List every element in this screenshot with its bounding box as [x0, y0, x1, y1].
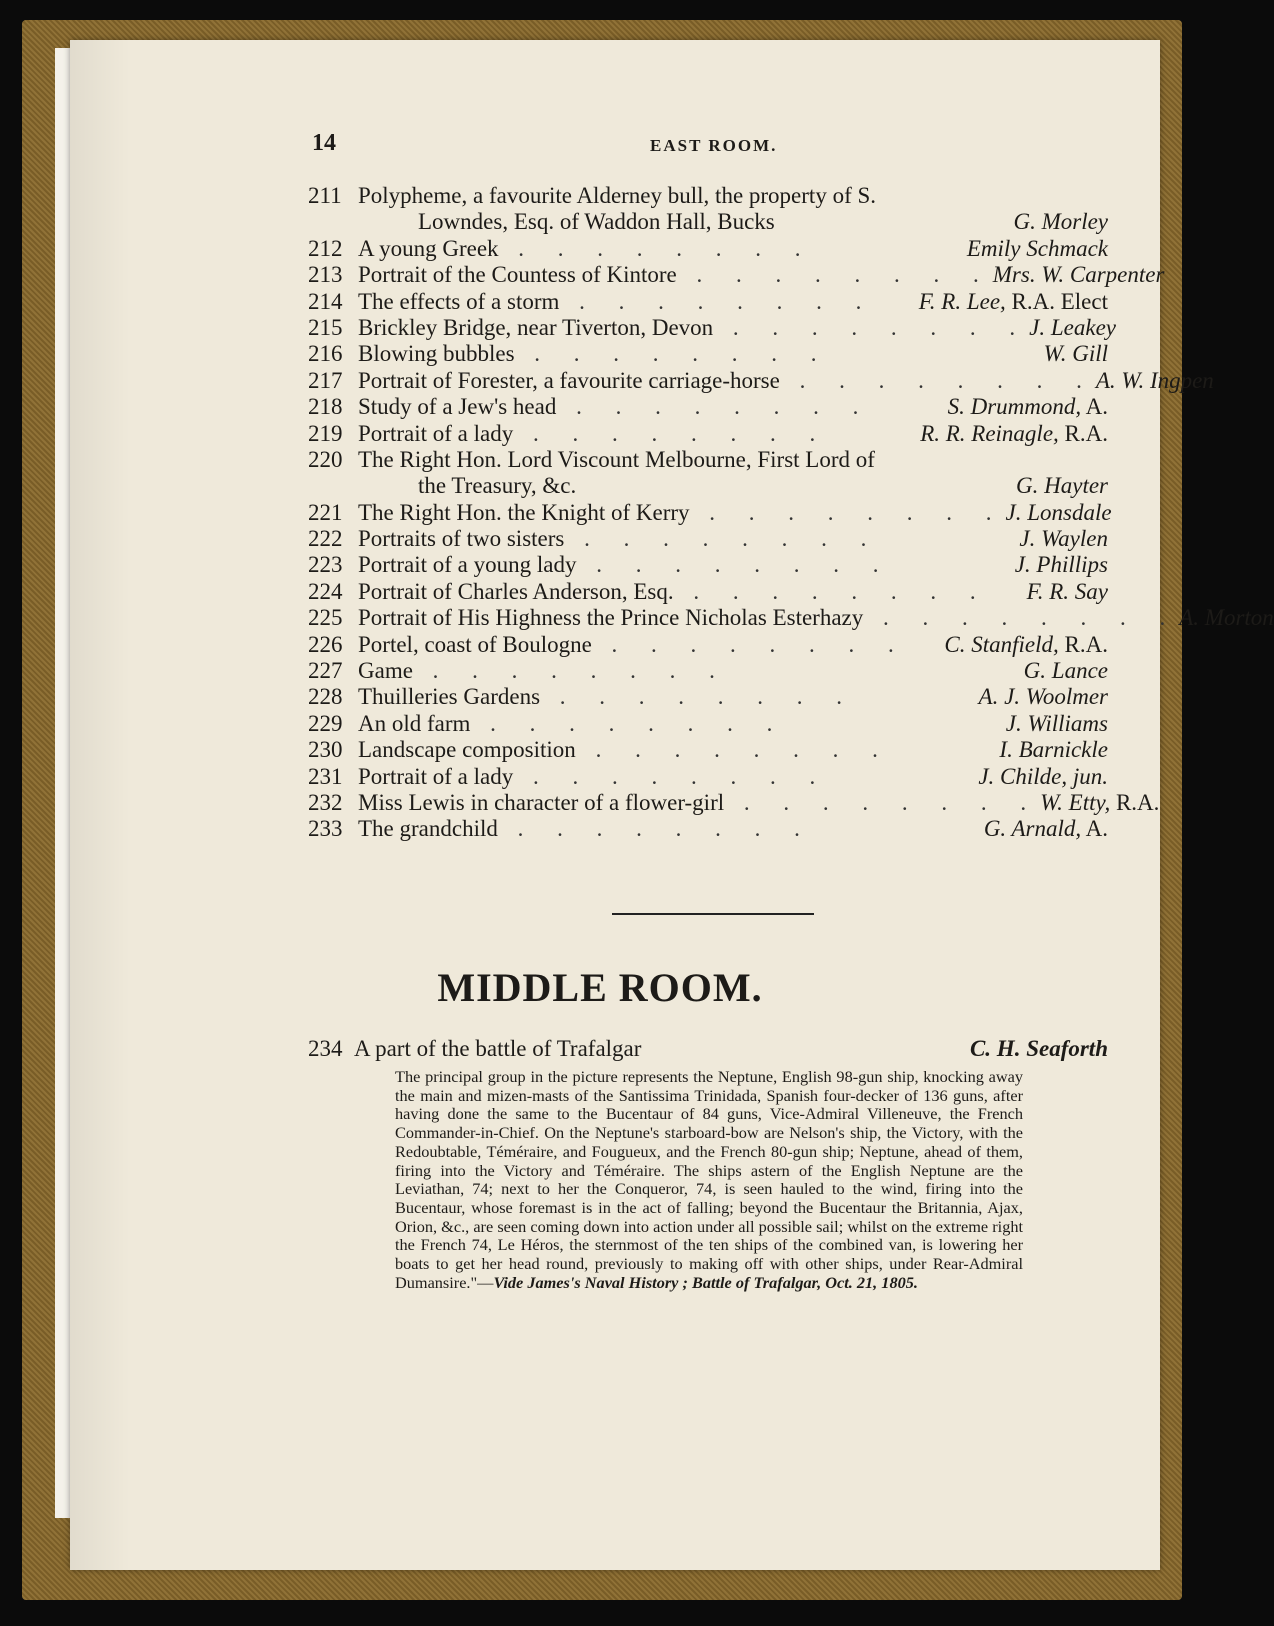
entry-title: Polypheme, a favourite Alderney bull, the property of S.	[358, 183, 877, 208]
entry-number: 232	[308, 789, 343, 815]
table-row	[308, 262, 1165, 288]
table-row	[308, 421, 1108, 447]
table-row	[308, 711, 1108, 737]
entry-number: 216	[308, 341, 343, 367]
table-row	[308, 658, 1108, 684]
table-row	[308, 789, 1160, 816]
table-row	[308, 236, 1108, 262]
entry-title: Portrait of the Countess of Kintore	[358, 262, 677, 288]
leader-dots: . . . . . . . .	[724, 789, 1041, 815]
description-text: The principal group in the picture represents the Neptune, English 98-gun ship, knocking away the main and mizen-masts of the Santissima Trinidada, Spanish four-decker of 136 guns, after having done the same to the Bucentaur of 84 guns, Vice-Admiral Villeneuve, the French Commander-in-Chief. On the Neptune's starboard-bow are Nelson's ship, the Victory, with the Redoubtable, Téméraire, and Fougueux, and the French 80-gun ship; Neptune, ahead of them, firing into the Victory and Téméraire. The ships astern of the English Neptune are the Leviathan, 74; next to her the Conqueror, 74, is seen hauled to the wind, firing into the Bucentaur, whose foremast is in the act of falling; beyond the Bucentaur the Britannia, Ajax, Orion, &c., are seen coming down into action under all possible sail; whilst on the extreme right the French 74, Le Héros, the sternmost of the ten ships of the combined van, is lowering her boats to get her head round, previously to making off with other ships, under Rear-Admiral Dumansire."—	[395, 1067, 1023, 1292]
entry-number: 211	[308, 183, 342, 208]
leader-dots: . . . . . . . .	[513, 420, 830, 446]
entry-title-continued: Lowndes, Esq. of Waddon Hall, Bucks	[418, 209, 775, 235]
table-row	[308, 341, 1108, 367]
entry-title: Miss Lewis in character of a flower-girl	[358, 789, 725, 815]
entry-artist: F. R. Say	[1026, 578, 1108, 604]
leader-dots: . . . . . . . .	[576, 552, 893, 578]
entry-title: Portrait of a young lady	[358, 552, 577, 578]
leader-dots: . . . . . . . .	[498, 235, 815, 261]
entry-artist: J. Williams	[1005, 710, 1108, 736]
entry-number: 229	[308, 710, 343, 736]
entry-number: 222	[308, 526, 343, 552]
entry-artist: W. Gill	[1043, 341, 1108, 367]
entry-number: 215	[308, 314, 343, 340]
section-divider	[612, 913, 814, 915]
table-row	[308, 816, 1108, 842]
leader-dots: . . . . . . . .	[689, 499, 1006, 525]
table-row	[308, 552, 1108, 578]
entry-artist: F. R. Lee, R.A. Elect	[918, 288, 1108, 314]
entry-title: Blowing bubbles	[358, 341, 515, 367]
entry-title: The Right Hon. Lord Viscount Melbourne, First Lord of	[358, 446, 875, 472]
entry-title: The effects of a storm	[358, 288, 560, 314]
leader-dots: . . . . . . . .	[779, 367, 1096, 393]
leader-dots: . . . . . . . .	[412, 658, 729, 684]
leader-dots: . . . . . . . .	[713, 314, 1030, 340]
entry-artist: J. Leakey	[1029, 314, 1117, 340]
catalogue-list	[308, 183, 1274, 843]
entry-title: Landscape composition	[358, 737, 576, 763]
entry-title: Thuilleries Gardens	[358, 684, 541, 710]
table-row	[308, 499, 1112, 526]
entry-artist: A. W. Ingpen	[1095, 367, 1214, 393]
entry-artist: A. J. Woolmer	[978, 684, 1108, 710]
entry-number: 230	[308, 737, 343, 763]
entry-number: 233	[308, 816, 343, 842]
entry-number: 228	[308, 684, 343, 710]
entry-title: Game	[358, 658, 413, 684]
entry-number: 225	[308, 605, 343, 631]
table-row-continued	[308, 473, 1108, 499]
entry-description	[395, 1068, 1023, 1292]
entry-artist: J. Childe, jun.	[978, 763, 1108, 789]
entry-number: 226	[308, 631, 343, 657]
entry-title: Portrait of a lady	[358, 763, 514, 789]
entry-title: A young Greek	[358, 235, 499, 261]
entry-artist: J. Phillips	[1014, 552, 1108, 578]
leader-dots: . . . . . . . .	[559, 288, 876, 314]
table-row	[308, 447, 1108, 473]
entry-artist: W. Etty, R.A.	[1040, 789, 1160, 815]
leader-dots: . . . . . . . .	[863, 605, 1180, 631]
entry-artist: G. Arnald, A.	[983, 816, 1108, 842]
entry-number: 224	[308, 578, 343, 604]
table-row-continued	[308, 209, 1108, 235]
entry-number: 219	[308, 420, 343, 446]
catalogue-entry	[308, 1036, 1108, 1062]
page-header	[0, 96, 1200, 156]
entry-number: 217	[308, 367, 343, 393]
table-row	[308, 183, 1108, 209]
entry-number: 218	[308, 394, 343, 420]
entry-artist: S. Drummond, A.	[947, 394, 1108, 420]
entry-artist: Emily Schmack	[966, 235, 1108, 261]
entry-title: Brickley Bridge, near Tiverton, Devon	[358, 314, 714, 340]
entry-number: 220	[308, 446, 343, 472]
entry-number: 223	[308, 552, 343, 578]
entry-title: Portrait of Charles Anderson, Esq.	[358, 578, 674, 604]
leader-dots: . . . . . . . .	[564, 526, 881, 552]
leader-dots: . . . . . . . .	[470, 710, 787, 736]
description-reference: Vide James's Naval History ; Battle of Trafalgar, Oct. 21, 1805.	[493, 1272, 918, 1292]
leader-dots: . . . . . . . .	[514, 341, 831, 367]
entry-title: Portrait of a lady	[358, 420, 514, 446]
table-row	[308, 605, 1274, 631]
entry-title: The grandchild	[358, 816, 498, 842]
entry-title: Portrait of His Highness the Prince Nicholas Esterhazy	[358, 605, 864, 631]
table-row	[308, 579, 1108, 605]
table-row	[308, 367, 1214, 394]
entry-number: 227	[308, 658, 343, 684]
entry-title: A part of the battle of Trafalgar	[354, 1036, 642, 1061]
table-row	[308, 289, 1108, 315]
entry-title: An old farm	[358, 710, 471, 736]
entry-artist: G. Lance	[1023, 658, 1108, 684]
leader-dots: . . . . . . . .	[673, 578, 990, 604]
table-row	[308, 737, 1108, 763]
entry-title-continued: the Treasury, &c.	[418, 473, 577, 499]
entry-artist: J. Waylen	[1019, 526, 1108, 552]
leader-dots: . . . . . . . .	[676, 262, 993, 288]
entry-artist: R. R. Reinagle, R.A.	[920, 420, 1108, 446]
leader-dots: . . . . . . . .	[497, 816, 814, 842]
entry-artist: A. Morton	[1179, 605, 1274, 631]
entry-title: Study of a Jew's head	[358, 394, 557, 420]
table-row	[308, 632, 1108, 658]
running-title: EAST ROOM.	[650, 136, 778, 155]
entry-title: Portrait of Forester, a favourite carriage-horse	[358, 367, 780, 393]
entry-artist: J. Lonsdale	[1005, 499, 1112, 525]
entry-artist: Mrs. W. Carpenter	[992, 262, 1165, 288]
table-row	[308, 394, 1108, 420]
leader-dots: . . . . . . . .	[540, 684, 857, 710]
table-row	[308, 526, 1108, 552]
section-heading: MIDDLE ROOM.	[437, 965, 763, 1010]
leader-dots: . . . . . . . .	[575, 737, 892, 763]
leader-dots: . . . . . . . .	[591, 631, 908, 657]
entry-artist: C. H. Seaforth	[969, 1036, 1108, 1061]
entry-number: 234	[308, 1036, 343, 1061]
entry-number: 214	[308, 288, 343, 314]
entry-artist: G. Hayter	[1016, 473, 1108, 499]
entry-number: 221	[308, 499, 343, 525]
entry-title: The Right Hon. the Knight of Kerry	[358, 499, 690, 525]
entry-artist: C. Stanfield, R.A.	[944, 631, 1108, 657]
leader-dots: . . . . . . . .	[556, 394, 873, 420]
entry-number: 231	[308, 763, 343, 789]
entry-number: 213	[308, 262, 343, 288]
page-number: 14	[312, 130, 336, 156]
table-row	[308, 684, 1108, 710]
entry-artist: I. Barnickle	[999, 737, 1108, 763]
entry-title: Portel, coast of Boulogne	[358, 631, 592, 657]
entry-artist: G. Morley	[1013, 209, 1108, 235]
entry-title: Portraits of two sisters	[358, 526, 565, 552]
entry-number: 212	[308, 235, 343, 261]
table-row	[308, 314, 1117, 341]
leader-dots: . . . . . . . .	[513, 763, 830, 789]
table-row	[308, 764, 1108, 790]
